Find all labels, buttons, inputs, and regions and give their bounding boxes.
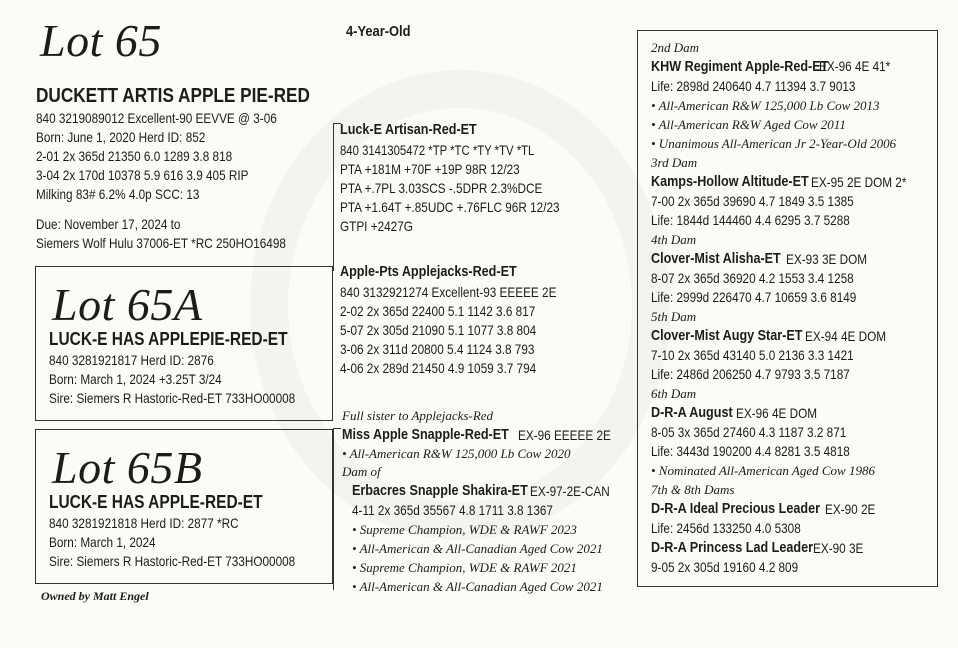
dam-offspring-name: Erbacres Snapple Shakira-ET xyxy=(352,482,528,499)
sire-line: PTA +.7PL 3.03SCS -.5DPR 2.3%DCE xyxy=(340,180,543,196)
dam-5-class: EX-94 4E DOM xyxy=(805,328,887,344)
dam-4-life: Life: 2999d 226470 4.7 10659 3.6 8149 xyxy=(651,289,857,305)
offspring-honor: • All-American & All-Canadian Aged Cow 2021 xyxy=(352,541,603,556)
dams-content xyxy=(651,38,936,577)
lot-65-line: 2-01 2x 365d 21350 6.0 1289 3.8 818 xyxy=(36,148,233,164)
dam-2-honor: • Unanimous All-American Jr 2-Year-Old 2006 xyxy=(651,136,897,151)
mgs-line: 4-06 2x 289d 21450 4.9 1059 3.7 794 xyxy=(340,360,537,376)
mgs-line: 840 3132921274 Excellent-93 EEEEE 2E xyxy=(340,284,557,300)
mgs-line: 2-02 2x 365d 22400 5.1 1142 3.6 817 xyxy=(340,303,536,319)
dam-3-life: Life: 1844d 144460 4.4 6295 3.7 5288 xyxy=(651,212,850,228)
dam-5-life: Life: 2486d 206250 4.7 9793 3.5 7187 xyxy=(651,366,850,382)
lot-65b-line: 840 3281921818 Herd ID: 2877 *RC xyxy=(49,515,239,531)
lot-65b-box xyxy=(35,429,333,584)
sire-line: GTPI +2427G xyxy=(340,218,413,234)
dam-6-label: 6th Dam xyxy=(651,386,697,401)
sire-line: PTA +181M +70F +19P 98R 12/23 xyxy=(340,161,520,177)
dam-5-heading xyxy=(651,326,936,346)
dam-4-class: EX-93 3E DOM xyxy=(786,251,868,267)
dam-2-honor: • All-American R&W Aged Cow 2011 xyxy=(651,117,846,132)
dam-heading xyxy=(342,425,541,445)
dam-4-label: 4th Dam xyxy=(651,232,697,247)
dam-7-life: Life: 2456d 133250 4.0 5308 xyxy=(651,520,801,536)
lot-65a-title: Lot 65A xyxy=(52,279,203,330)
lot-65b-line: Sire: Siemers R Hastoric-Red-ET 733HO00008 xyxy=(49,553,296,569)
dam-3-name: Kamps-Hollow Altitude-ET xyxy=(651,173,809,190)
dam-honor: • All-American R&W 125,000 Lb Cow 2020 xyxy=(342,446,571,461)
lot-65-line: 3-04 2x 170d 10378 5.9 616 3.9 405 RIP xyxy=(36,167,249,183)
mgs-line: 3-06 2x 311d 20800 5.4 1124 3.8 793 xyxy=(340,341,535,357)
dam-6-honor: • Nominated All-American Aged Cow 1986 xyxy=(651,463,875,478)
dam-2-label: 2nd Dam xyxy=(651,40,700,55)
dams-box xyxy=(637,30,938,587)
dam-2-name: KHW Regiment Apple-Red-ET xyxy=(651,58,829,75)
offspring-honor: • Supreme Champion, WDE & RAWF 2023 xyxy=(352,522,577,537)
dam-8-record: 9-05 2x 305d 19160 4.2 809 xyxy=(651,559,799,575)
dam-3-heading xyxy=(651,172,936,192)
lot-65-due xyxy=(36,215,334,253)
age-label: 4-Year-Old xyxy=(346,23,411,40)
dam-2-heading xyxy=(651,57,936,77)
lot-65a-box xyxy=(35,266,333,421)
dam-3-class: EX-95 2E DOM 2* xyxy=(811,174,907,190)
lot-65-line: Milking 83# 6.2% 4.0p SCC: 13 xyxy=(36,186,200,202)
due-date: Due: November 17, 2024 to xyxy=(36,216,181,232)
lot-65-line: 840 3219089012 Excellent-90 EEVVE @ 3-06 xyxy=(36,110,277,126)
dam-7-class: EX-90 2E xyxy=(825,501,876,517)
lot-65a-name: LUCK-E HAS APPLEPIE-RED-ET xyxy=(49,329,288,349)
mgs-details xyxy=(340,283,598,378)
lot-65b-name: LUCK-E HAS APPLE-RED-ET xyxy=(49,492,263,512)
dam-2-life: Life: 2898d 240640 4.7 11394 3.7 9013 xyxy=(651,78,856,94)
dam-6-class: EX-96 4E DOM xyxy=(736,405,818,421)
lot-65-details xyxy=(36,109,323,204)
dam-7-name: D-R-A Ideal Precious Leader xyxy=(651,500,820,517)
dam-offspring-record: 4-11 2x 365d 35567 4.8 1711 3.8 1367 xyxy=(352,502,553,518)
dam-offspring-class: EX-97-2E-CAN xyxy=(530,483,610,499)
sire-line: 840 3141305472 *TP *TC *TY *TV *TL xyxy=(340,143,535,158)
lot-65a-line: Born: March 1, 2024 +3.25T 3/24 xyxy=(49,371,222,387)
lot-65b-line: Born: March 1, 2024 xyxy=(49,534,156,550)
lot-65-title: Lot 65 xyxy=(40,15,162,66)
dam-4-record: 8-07 2x 365d 36920 4.2 1553 3.4 1258 xyxy=(651,270,854,286)
lot-65a-details xyxy=(49,351,342,408)
dam-6-life: Life: 3443d 190200 4.4 8281 3.5 4818 xyxy=(651,443,850,459)
lot-65-line: Born: June 1, 2020 Herd ID: 852 xyxy=(36,129,206,145)
dam-6-record: 8-05 3x 365d 27460 4.3 1187 3.2 871 xyxy=(651,424,847,440)
lot-65b-title: Lot 65B xyxy=(52,442,203,493)
dam-4-name: Clover-Mist Alisha-ET xyxy=(651,250,781,267)
lot-65a-line: 840 3281921817 Herd ID: 2876 xyxy=(49,352,214,368)
owner-credit: Owned by Matt Engel xyxy=(41,589,149,603)
dam-8-class: EX-90 3E xyxy=(813,540,864,556)
dam-6-heading xyxy=(651,403,936,423)
pedigree-bracket-tick xyxy=(333,428,341,429)
dam-5-name: Clover-Mist Augy Star-ET xyxy=(651,327,803,344)
sire-details xyxy=(340,141,601,236)
dam-5-label: 5th Dam xyxy=(651,309,697,324)
dam-intro: Full sister to Applejacks-Red xyxy=(342,408,494,423)
dam-3-label: 3rd Dam xyxy=(651,155,698,170)
dam-name: Miss Apple Snapple-Red-ET xyxy=(342,426,509,443)
dam-6-name: D-R-A August xyxy=(651,404,733,421)
offspring-honor: • Supreme Champion, WDE & RAWF 2021 xyxy=(352,560,577,575)
dam-of-label: Dam of xyxy=(342,464,381,479)
sire-line: PTA +1.64T +.85UDC +.76FLC 96R 12/23 xyxy=(340,199,560,215)
dam-4-heading xyxy=(651,249,936,269)
mgs-line: 5-07 2x 305d 21090 5.1 1077 3.8 804 xyxy=(340,322,537,338)
dam-2-class: EX-96 4E 41* xyxy=(819,58,891,74)
dam-2-honor: • All-American R&W 125,000 Lb Cow 2013 xyxy=(651,98,880,113)
offspring-honor: • All-American & All-Canadian Aged Cow 2021 xyxy=(352,579,603,594)
lot-65b-details xyxy=(49,514,342,571)
sire-name: Luck-E Artisan-Red-ET xyxy=(340,121,477,138)
dam-78-label: 7th & 8th Dams xyxy=(651,482,735,497)
dam-classification: EX-96 EEEEE 2E xyxy=(518,427,611,443)
dam-offspring-honors xyxy=(352,520,603,596)
lot-65-name: DUCKETT ARTIS APPLE PIE-RED xyxy=(36,85,310,107)
dam-5-record: 7-10 2x 365d 43140 5.0 2136 3.3 1421 xyxy=(651,347,854,363)
dam-8-name: D-R-A Princess Lad Leader xyxy=(651,539,813,556)
dam-7-heading xyxy=(651,499,936,519)
due-sire: Siemers Wolf Hulu 37006-ET *RC 250HO16498 xyxy=(36,235,286,251)
dam-3-record: 7-00 2x 365d 39690 4.7 1849 3.5 1385 xyxy=(651,193,854,209)
mgs-name: Apple-Pts Applejacks-Red-ET xyxy=(340,263,517,280)
dam-8-heading xyxy=(651,538,936,558)
lot-65a-line: Sire: Siemers R Hastoric-Red-ET 733HO00008 xyxy=(49,390,296,406)
pedigree-bracket-sire xyxy=(333,123,334,271)
